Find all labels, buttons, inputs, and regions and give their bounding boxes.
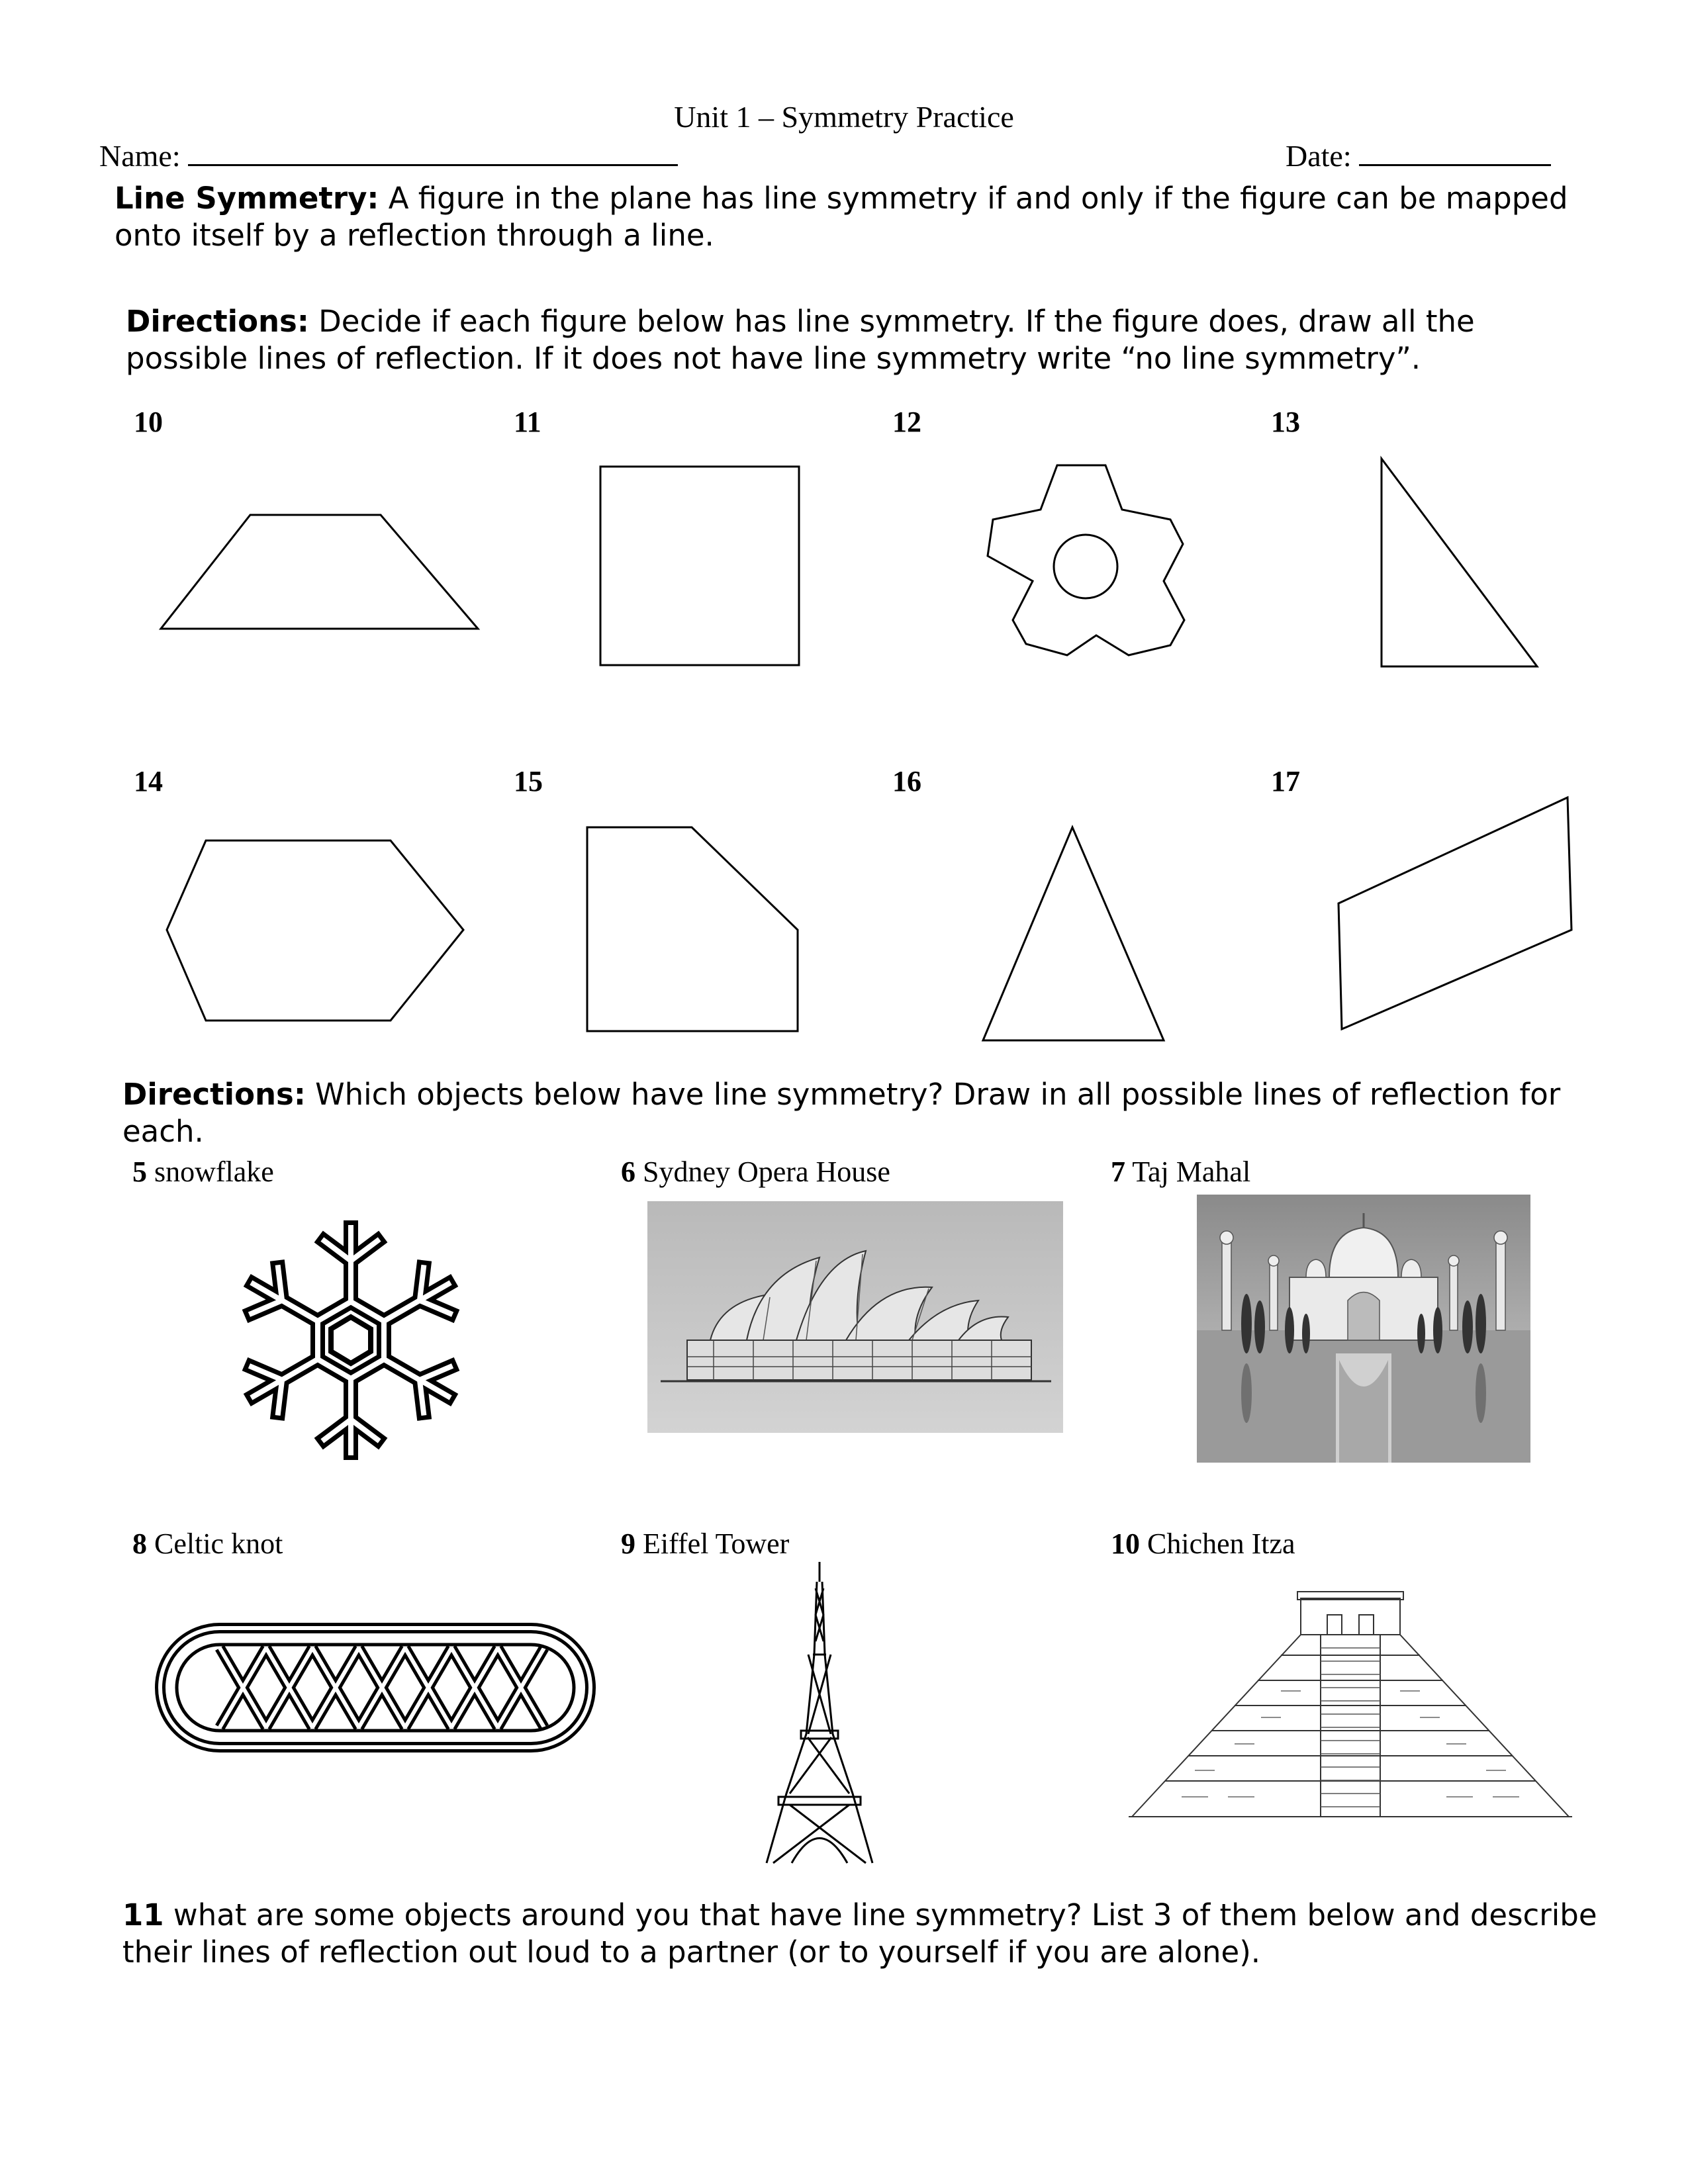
figure-number: 11 [514,406,541,438]
worksheet-title: Unit 1 – Symmetry Practice [674,100,1014,134]
right-triangle-figure[interactable] [1382,459,1537,666]
chichen-itza-image[interactable] [1129,1585,1572,1837]
definition-term: Line Symmetry: [115,181,379,216]
square-figure[interactable] [600,467,799,665]
opera-house-image[interactable] [647,1201,1063,1433]
directions-objects [122,1076,1605,1150]
taj-mahal-image[interactable] [1197,1195,1530,1463]
isosceles-triangle-figure[interactable] [983,827,1164,1040]
object-caption-celtic-knot: 8 Celtic knot [132,1527,283,1560]
figure-number: 10 [134,406,163,438]
figure-number: 14 [134,765,163,797]
trapezoid-figure[interactable] [161,515,478,629]
directions-text: Decide if each figure below has line symmetry. If the figure does, draw all the possible lines of reflection. If it does not have line symmetry write “no line symmetry”. [126,304,1475,376]
figure-number: 12 [892,406,921,438]
name-label: Name: [99,139,181,173]
date-label: Date: [1286,139,1352,173]
gear-figure[interactable] [988,465,1184,655]
cut-corner-pentagon-figure[interactable] [587,827,798,1031]
directions-text: Which objects below have line symmetry? Draw in all possible lines of reflection for each. [122,1077,1561,1149]
figure-number: 13 [1271,406,1300,438]
snowflake-image[interactable] [218,1205,483,1476]
directions-label: Directions: [126,304,309,339]
object-caption-snowflake: 5 snowflake [132,1156,274,1188]
directions-label: Directions: [122,1077,306,1112]
question-11 [122,1897,1605,1971]
question-number: 11 [122,1897,164,1933]
object-caption-taj-mahal: 7 Taj Mahal [1111,1156,1251,1188]
celtic-knot-image[interactable] [154,1621,597,1754]
object-caption-opera-house: 6 Sydney Opera House [621,1156,890,1188]
figure-number: 15 [514,765,543,797]
object-caption-chichen-itza: 10 Chichen Itza [1111,1527,1295,1560]
hexagon-figure[interactable] [167,841,463,1021]
parallelogram-figure[interactable] [1338,797,1571,1029]
question-text: what are some objects around you that have line symmetry? List 3 of them below and describe their lines of reflection out loud to a partner (or to yourself if you are alone). [122,1897,1597,1970]
definition-text: A figure in the plane has line symmetry if and only if the figure can be mapped onto itself by a reflection through a line. [115,181,1568,253]
eiffel-tower-image[interactable] [760,1562,879,1866]
figure-number: 16 [892,765,921,797]
object-caption-eiffel-tower: 9 Eiffel Tower [621,1527,790,1560]
figure-number: 17 [1271,765,1300,797]
